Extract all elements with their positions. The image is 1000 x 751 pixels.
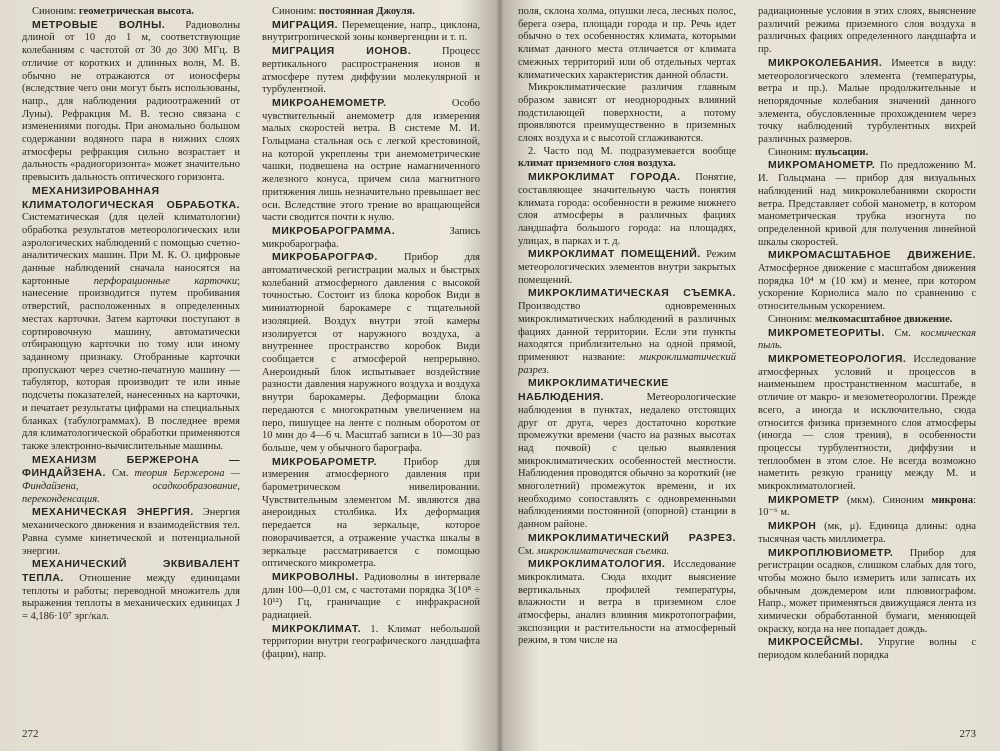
entry-text: поля, склона холма, опушки леса, лесных полос, берега озера, площади города и пр. Речь идет обычно о тех особенностях климата, которыми климат данного места отличается от климата смежных территорий или об отдельных чертах климатических характеристик данной области. xyxy=(518,6,736,81)
entry-headword: МИКРОКЛИМАТИЧЕСКИЕ НАБЛЮДЕНИЯ. xyxy=(518,377,669,404)
italic-reference: перфорационные карточки xyxy=(93,275,238,287)
entry-headword: МИКРОКЛИМАТ ПОМЕЩЕНИЙ. xyxy=(528,248,701,261)
entry-text: См. xyxy=(518,545,537,557)
entry-headword: МИКРОАНЕМОМЕТР. xyxy=(272,96,387,109)
dictionary-entry xyxy=(758,57,976,147)
page-273-column-1 xyxy=(518,6,736,696)
entry-text: Понятие, составляющее значительную часть понятия климата города: особенности в режиме нижнего слоя атмосферы в различных фациях ландшафта большого города: на площадях, улицах, в парках и т. д. xyxy=(518,172,736,247)
entry-headword: МИКРОБАРОМЕТР. xyxy=(272,455,378,468)
entry-headword: МЕХАНИЗИРОВАННАЯ КЛИМАТОЛОГИЧЕСКАЯ ОБРАБОТКА. xyxy=(22,184,240,211)
dictionary-entry xyxy=(262,456,480,571)
entry-headword: МИКРОМЕТЕОРОЛОГИЯ. xyxy=(768,352,907,365)
entry-paragraph xyxy=(758,6,976,57)
entry-headword: МИКРОКЛИМАТИЧЕСКАЯ СЪЕМКА. xyxy=(528,287,736,300)
entry-headword: МИКРОКОЛЕБАНИЯ. xyxy=(768,56,883,69)
page-272-column-2 xyxy=(262,6,480,696)
synonym-note xyxy=(758,147,976,160)
entry-text: (мк, μ). Единица длины: одна тысячная часть миллиметра. xyxy=(758,521,976,545)
dictionary-entry xyxy=(22,558,240,624)
dictionary-entry xyxy=(518,287,736,377)
entry-headword: МИКРОМЕТР xyxy=(768,493,840,506)
entry-headword: МИКРОПЛЮВИОМЕТР. xyxy=(768,546,894,559)
entry-text: См. xyxy=(105,468,135,480)
entry-headword: МИКРОМАНОМЕТР. xyxy=(768,159,876,172)
dictionary-entry xyxy=(22,506,240,558)
entry-headword: МЕХАНИЧЕСКИЙ ЭКВИВАЛЕНТ ТЕПЛА. xyxy=(22,558,240,584)
entry-headword: МИКРОКЛИМАТ. xyxy=(272,622,362,635)
synonym-note xyxy=(22,6,240,19)
synonym-prefix: Синоним: xyxy=(32,6,79,17)
entry-headword: МИКРОСЕЙСМЫ. xyxy=(768,636,864,649)
dictionary-entry xyxy=(262,251,480,455)
dictionary-entry xyxy=(262,45,480,97)
dictionary-entry xyxy=(758,520,976,546)
bold-term: мелкомасштабное движение. xyxy=(814,313,953,325)
entry-text: Исследование микроклимата. Сюда входит выяснение вертикальных профилей температуры, влажности и ветра в приземном слое атмосферы, анализ влияния микротопографии, экспозиции и растительности на атмосферный режим, в том числе на xyxy=(518,559,736,647)
entry-text: Метеорологические наблюдения в пунктах, недалеко отстоящих друг от друга, через достаточно короткие промежутки времени (часто на разных высотах над почвой) с целью выявления микроклиматических особенностей местности. Наблюдения проводятся обычно за короткий (не многолетний) промежуток времени, и их необходимо сопоставлять с одновременными наблюдениями постоянной (опорной) станции в данном районе. xyxy=(518,392,736,531)
entry-headword: МЕТРОВЫЕ ВОЛНЫ. xyxy=(32,18,166,31)
page-272-column-1 xyxy=(22,6,240,696)
bold-term: климат приземного слоя воздуха. xyxy=(518,158,676,170)
dictionary-entry xyxy=(518,558,736,648)
entry-headword: МИКРОБАРОГРАММА. xyxy=(272,224,396,237)
entry-text: Радиоволны длиной от 10 до 1 м, соответствующие колебаниям с частотой от 30 до 300 МГц. В отличие от коротких и длинных волн, М. В. обычно не отражаются от ионосферы (вследствие чего они могут быть использованы, напр., для наблюдения радиоотражений от Луны). Рефракция М. В. тесно связана с изменениями погоды. При аномально большом содержании водяного пара в нижних слоях атмосферы рефракция сильно возрастает и дальность «радиогоризонта» может значительно превысить дальность оптического горизонта. xyxy=(22,19,240,184)
entry-headword: МИКРОН xyxy=(768,520,817,533)
entry-text: Микроклиматические различия главным образом зависят от неоднородных влияний подстилающей поверхности, а потому проявляются преимущественно в приземных слоях воздуха и с высотой сглаживаются. xyxy=(518,82,736,145)
entry-text: Производство одновременных микроклиматических наблюдений в различных фациях данной территории. Если эти пункты находятся приблизительно на одной прямой, применяют название: xyxy=(518,301,736,363)
entry-text: Упругие волны с периодом колебаний порядка xyxy=(758,637,976,662)
italic-reference: микроклиматическая съемка. xyxy=(536,545,670,557)
synonym-prefix: Синоним: xyxy=(768,146,815,158)
entry-text: Систематическая (для целей климатологии) обработка результатов метеорологических или аэрологических наблюдений с помощью счетно-аналитических машин. При М. К. О. цифровые данные наблюдений сначала наносятся на картонные xyxy=(22,212,240,287)
dictionary-entry xyxy=(262,97,480,225)
entry-text-tail: : 10⁻⁶ м. xyxy=(758,494,976,519)
dictionary-entry xyxy=(758,249,976,314)
entry-headword: МИКРОКЛИМАТИЧЕСКИЙ РАЗРЕЗ. xyxy=(528,531,736,544)
bold-term: микрона xyxy=(931,494,974,506)
synonym-note xyxy=(262,6,480,19)
bold-term: геометрическая высота. xyxy=(78,6,194,17)
entry-text: Перемещение, напр., циклона, внутритропической зоны конвергенции и т. п. xyxy=(262,19,480,44)
dictionary-entry xyxy=(22,454,240,507)
entry-text: Прибор для регистрации осадков, слишком слабых для того, чтобы можно было измерить или записать их обычным дождемером или плювиографом. Напр., может применяться движущаяся лента из химически обработанной бумаги, меняющей окраску, когда на нее попадает дождь. xyxy=(758,547,976,635)
dictionary-entry xyxy=(758,159,976,249)
dictionary-entry xyxy=(758,353,976,494)
entry-headword: МИГРАЦИЯ ИОНОВ. xyxy=(272,45,412,58)
entry-text: По предложению М. И. Гольцмана — прибор для визуальных наблюдений над микроколебаниями скорости ветра. Представляет собой манометр, в котором манометрическая трубка изогнута по определенной кривой для получения линейной шкалы скоростей. xyxy=(758,160,976,248)
entry-headword: МИГРАЦИЯ. xyxy=(272,18,339,31)
entry-text: Исследование атмосферных условий и процессов в наименьшем пространственном масштабе, в отличие от макро- и мезометеорологии. Прежде всего, а иногда и исключительно, сюда относится физика приземного слоя атмосферы (иногда — слоя трения), в особенности процессы турбулентности, диффузии и теплообмен в этом слое. Не всегда возможно наметить резкую границу между М. и микроклиматологией. xyxy=(758,353,976,493)
entry-text: Энергия механического движения и взаимодействия тел. Равна сумме кинетической и потенциальной энергии. xyxy=(22,507,240,557)
entry-text: 2. Часто под М. подразумевается вообще xyxy=(528,145,736,157)
bold-term: постоянная Джоуля. xyxy=(318,6,415,17)
dictionary-entry xyxy=(518,248,736,287)
entry-paragraph xyxy=(518,82,736,146)
dictionary-entry xyxy=(518,377,736,531)
dictionary-entry xyxy=(518,171,736,248)
dictionary-entry xyxy=(758,494,976,520)
synonym-prefix: Синоним: xyxy=(768,313,815,325)
entry-text: См. xyxy=(884,327,921,339)
dictionary-entry xyxy=(262,623,480,662)
entry-text: Запись микробарографа. xyxy=(262,225,480,250)
entry-text: Радиоволны в интервале длин 100—0,01 см, с частотами порядка 3(10⁸ ÷ 10¹²) Гц, граничащие с инфракрасной радиацией. xyxy=(262,571,480,622)
entry-text: радиационные условия в этих слоях, выяснение различий режима приземного слоя воздуха в различных фациях определенного ландшафта и пр. xyxy=(758,6,976,56)
entry-text: (мкм). Синоним xyxy=(839,494,932,506)
page-273-column-2 xyxy=(758,6,976,696)
dictionary-entry xyxy=(262,571,480,623)
entry-text: Имеется в виду: метеорологического элемента (температуры, ветра и пр.). Малые продолжительные и непорядочные колебания значений данного элемента, обусловленные прохождением через точку наблюдений турбулентных вихрей различных размеров. xyxy=(758,57,976,146)
dictionary-entry xyxy=(758,327,976,353)
entry-headword: МИКРОМЕТЕОРИТЫ. xyxy=(768,326,885,339)
dictionary-entry xyxy=(22,19,240,185)
italic-reference: теория Бержерона — Финдайзена, осадкообразование, переконденсация. xyxy=(22,468,240,505)
entry-headword: МИКРОВОЛНЫ. xyxy=(272,570,359,583)
entry-text: Прибор для автоматической регистрации малых и быстрых колебаний атмосферного давления с высокой точностью. Состоит из блока коробок Види в миниатюрной барокамере с тщательной изоляцией. Воздух внутри этой камеры изолируется от наружного воздуха, а внутреннее пространство коробок Види сообщается с атмосферой непрерывно. Анероидный блок испытывает воздействие разности давления наружного воздуха и воздуха внутри барокамеры. Деформации блока передаются с многократным увеличением на перо, пишущее на ленте с полным оборотом от 10 мин до 4—6 ч. Масштаб записи в 10—30 раз больше, чем у обычного барографа. xyxy=(262,252,480,454)
dictionary-entry xyxy=(518,532,736,558)
dictionary-entry xyxy=(262,225,480,251)
entry-headword: МИКРОКЛИМАТОЛОГИЯ. xyxy=(528,558,666,571)
page-right xyxy=(518,6,980,746)
entry-headword: МЕХАНИЧЕСКАЯ ЭНЕРГИЯ. xyxy=(32,506,194,519)
entry-text: Отношение между единицами теплоты и работы; переводной множитель для выражения теплоты в механических единицах J = 4,186·10⁷ эрг/кал. xyxy=(22,572,240,623)
entry-headword: МЕХАНИЗМ БЕРЖЕРОНА — ФИНДАЙЗЕНА. xyxy=(22,453,240,480)
dictionary-entry xyxy=(262,19,480,45)
entry-text: 1. Климат небольшой территории внутри географического ландшафта (фации), напр. xyxy=(262,623,480,661)
bold-term: пульсации. xyxy=(814,146,869,158)
entry-headword: МИКРОБАРОГРАФ. xyxy=(272,251,378,264)
entry-text: Атмосферное движение с масштабом движения порядка 10⁴ м (10 км) и менее, при котором ускорение Кориолиса мало по сравнению с относительным ускорением. xyxy=(758,263,976,313)
entry-text: Прибор для измерения атмосферного давления при барометрическом нивелировании. Чувствительным элементом М. являются два анероидных столбика. Их деформация передается на зеркальце, которое поворачивается, а отражение участка шкалы в зеркальце рассматривается с помощью оптического микрометра. xyxy=(262,456,480,570)
entry-headword: МИКРОКЛИМАТ ГОРОДА. xyxy=(528,171,681,184)
entry-text: Режим метеорологических элементов внутри закрытых помещений. xyxy=(518,249,736,286)
page-left xyxy=(22,6,484,746)
dictionary-entry xyxy=(22,185,240,454)
entry-text: Процесс вертикального распространения ионов в атмосфере путем диффузии молекулярной и турбулентной. xyxy=(262,46,480,96)
entry-paragraph xyxy=(518,146,736,171)
synonym-prefix: Синоним: xyxy=(272,6,319,17)
italic-reference: космическая пыль. xyxy=(758,327,976,352)
entry-text-tail: ; нанесение производится путем пробивания отверстий, расположенных в определенных местах карточки. Затем карточки поступают в сортировочную машину, автоматически отбирающую карточки по тому или иному заданному признаку. Отобранные карточки пропускают через счетно-печатную машину — табулятор, которая производит те или иные подсчеты показателей, нанесенных на карточки, и печатает результаты цифрами на специальных бланках (табулограммах). В последнее время для климатологической обработки применяются также электронно-вычислительные машины. xyxy=(22,275,240,452)
entry-paragraph xyxy=(518,6,736,82)
page-number-left: 272 xyxy=(22,728,39,740)
entry-text: Особо чувствительный анемометр для измерения малых скоростей ветра. В системе М. И. Гольцмана стальная ось с легкой крестовиной, на которой укреплены три анемометрические чашки, подвешена на острие намагниченного железного конуса, причем сила магнитного притяжения лишь незначительно превышает вес оси. Вследствие этого трение во вращающейся части сводится почти к нулю. xyxy=(262,97,480,224)
entry-headword: МИКРОМАСШТАБНОЕ ДВИЖЕНИЕ. xyxy=(768,249,976,262)
italic-reference: микроклиматический разрез. xyxy=(518,351,736,376)
dictionary-entry xyxy=(758,636,976,662)
dictionary-entry xyxy=(758,547,976,637)
synonym-note xyxy=(758,314,976,327)
page-number-right: 273 xyxy=(959,728,976,740)
